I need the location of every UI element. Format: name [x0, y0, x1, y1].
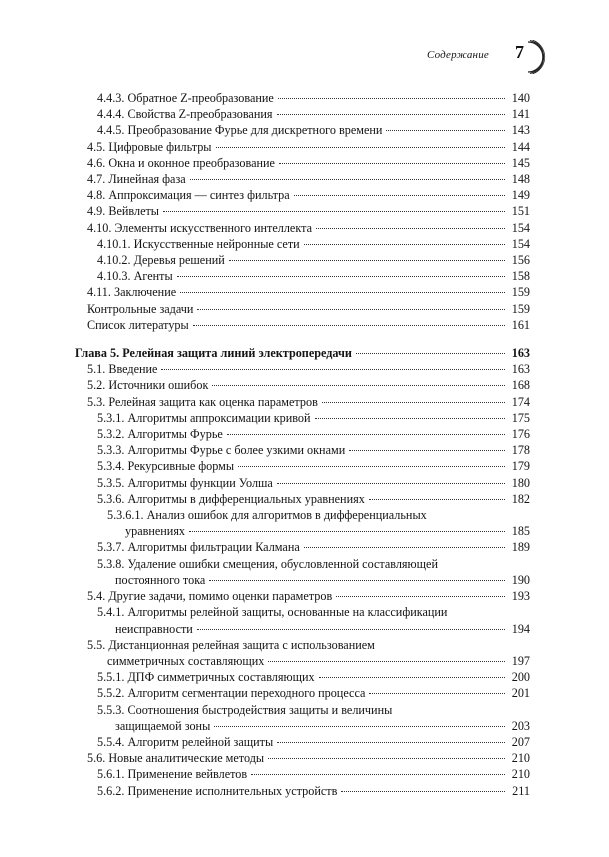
toc-entry[interactable] — [75, 442, 530, 458]
toc-entry[interactable] — [75, 556, 530, 588]
toc-entry-title: 4.4.3. Обратное Z-преобразование — [97, 91, 274, 105]
dot-leader — [369, 693, 505, 694]
dot-leader — [268, 758, 505, 759]
dot-leader — [227, 434, 505, 435]
toc-entry-title: Глава 5. Релейная защита линий электропередачи — [75, 346, 352, 361]
toc-entry-title: 5.3.1. Алгоритмы аппроксимации кривой — [97, 410, 311, 425]
toc-entry-page: 185 — [511, 524, 530, 539]
toc-entry-title: 4.10.3. Агенты — [97, 269, 173, 284]
dot-leader — [322, 402, 505, 403]
toc-entry-title: 4.10. Элементы искусственного интеллекта — [87, 220, 312, 235]
dot-leader — [161, 369, 505, 370]
dot-leader — [356, 353, 505, 354]
toc-entry-page: 161 — [511, 317, 530, 332]
toc-entry-title-line: 5.3.6.1. Анализ ошибок для алгоритмов в дифференциальных — [107, 508, 427, 523]
toc-entry-title: 4.4.4. Свойства Z-преобразования — [97, 107, 273, 122]
toc-entry-title: 5.4. Другие задачи, помимо оценки параметров — [87, 589, 333, 604]
toc-entry-title — [97, 556, 530, 588]
dot-leader — [277, 114, 506, 115]
toc-entry-page: 140 — [511, 91, 530, 105]
toc-entry[interactable] — [75, 458, 530, 474]
toc-entry-page: 210 — [511, 767, 530, 782]
toc-entry-page: 156 — [511, 253, 530, 268]
toc-entry[interactable] — [75, 588, 530, 604]
toc-entry[interactable] — [75, 377, 530, 393]
toc-entry[interactable] — [75, 155, 530, 171]
toc-entry[interactable] — [75, 637, 530, 669]
dot-leader — [277, 483, 505, 484]
toc-entry[interactable] — [75, 187, 530, 203]
dot-leader — [336, 596, 505, 597]
dot-leader — [193, 325, 505, 326]
toc-entry-page: 207 — [511, 734, 530, 749]
toc-entry-page: 149 — [511, 188, 530, 203]
dot-leader — [209, 580, 505, 581]
toc-entry-title-continuation: симметричных составляющих — [107, 653, 265, 668]
dot-leader — [294, 195, 505, 196]
table-of-contents — [75, 90, 530, 799]
toc-entry[interactable] — [75, 539, 530, 555]
toc-entry-title-continuation: защищаемой зоны — [115, 718, 211, 733]
dot-leader — [189, 531, 505, 532]
toc-entry-title: 5.3. Релейная защита как оценка параметров — [87, 394, 318, 409]
toc-entry-title: 5.3.3. Алгоритмы Фурье с более узкими окнами — [97, 443, 346, 458]
toc-entry-title: 4.11. Заключение — [87, 285, 177, 300]
toc-entry[interactable] — [75, 394, 530, 410]
toc-entry[interactable] — [75, 426, 530, 442]
toc-entry-page: 211 — [512, 783, 530, 798]
dot-leader — [316, 228, 505, 229]
dot-leader — [163, 211, 505, 212]
toc-entry-title: 5.5.4. Алгоритм релейной защиты — [97, 734, 274, 749]
toc-entry[interactable] — [75, 106, 530, 122]
dot-leader — [190, 179, 505, 180]
toc-entry-page: 151 — [511, 204, 530, 219]
toc-entry-page: 176 — [511, 427, 530, 442]
toc-entry-title: Список литературы — [87, 317, 189, 332]
toc-entry[interactable] — [75, 734, 530, 750]
toc-entry[interactable] — [75, 139, 530, 155]
toc-entry-page: 159 — [511, 301, 530, 316]
dot-leader — [319, 677, 505, 678]
toc-entry-title: 4.8. Аппроксимация — синтез фильтра — [87, 188, 290, 203]
toc-entry-page: 203 — [511, 718, 530, 733]
toc-entry-page: 163 — [511, 362, 530, 377]
toc-entry[interactable] — [75, 750, 530, 766]
toc-entry-title-continuation: постоянного тока — [115, 572, 206, 587]
toc-entry[interactable] — [75, 766, 530, 782]
toc-entry-title: 4.9. Вейвлеты — [87, 204, 159, 219]
toc-entry-title: 4.10.2. Деревья решений — [97, 253, 225, 268]
toc-entry-page: 145 — [511, 155, 530, 170]
toc-entry-page: 193 — [511, 589, 530, 604]
toc-entry[interactable] — [75, 491, 530, 507]
dot-leader — [177, 276, 505, 277]
page-number: 7 — [515, 42, 524, 62]
section-gap — [75, 333, 530, 345]
toc-entry-page: 200 — [511, 670, 530, 685]
toc-entry-page: 144 — [511, 139, 530, 154]
toc-entry-page: 190 — [511, 572, 530, 587]
dot-leader — [315, 418, 505, 419]
toc-entry-title-line: 5.4.1. Алгоритмы релейной защиты, основанные на классификации — [97, 605, 448, 620]
toc-entry[interactable] — [75, 604, 530, 636]
dot-leader — [279, 163, 505, 164]
dot-leader — [304, 244, 505, 245]
toc-entry-page: 154 — [511, 236, 530, 251]
toc-entry-title: 5.3.6. Алгоритмы в дифференциальных уравнениях — [97, 491, 365, 506]
dot-leader — [197, 629, 505, 630]
toc-entry[interactable] — [75, 361, 530, 377]
toc-entry[interactable] — [75, 345, 530, 361]
running-header-title: Содержание — [426, 49, 489, 61]
toc-entry[interactable] — [75, 220, 530, 236]
toc-entry-title: 5.1. Введение — [87, 362, 158, 377]
toc-entry-title: 5.6.1. Применение вейвлетов — [97, 767, 248, 782]
toc-entry[interactable] — [75, 122, 530, 138]
toc-entry-page: 158 — [511, 269, 530, 284]
toc-entry-title: 4.6. Окна и оконное преобразование — [87, 155, 275, 170]
toc-entry-page: 197 — [511, 653, 530, 668]
toc-entry-title-continuation: уравнениях — [125, 524, 186, 539]
toc-entry-title-line: 5.5. Дистанционная релейная защита с использованием — [87, 637, 375, 652]
toc-entry-title: 5.5.1. ДПФ симметричных составляющих — [97, 670, 315, 685]
dot-leader — [180, 292, 505, 293]
dot-leader — [369, 499, 505, 500]
dot-leader — [238, 466, 505, 467]
toc-entry[interactable] — [75, 685, 530, 701]
toc-entry-title: 5.3.7. Алгоритмы фильтрации Калмана — [97, 540, 300, 555]
toc-entry-page: 178 — [511, 443, 530, 458]
toc-entry[interactable] — [75, 783, 530, 799]
toc-entry-title — [107, 507, 530, 539]
toc-entry-page: 141 — [511, 107, 530, 122]
toc-entry-page: 154 — [511, 220, 530, 235]
dot-leader — [268, 661, 505, 662]
toc-entry[interactable] — [75, 669, 530, 685]
toc-entry[interactable] — [75, 410, 530, 426]
toc-entry[interactable] — [75, 284, 530, 300]
toc-entry[interactable] — [75, 268, 530, 284]
toc-entry-title: 5.5.2. Алгоритм сегментации переходного процесса — [97, 686, 366, 701]
toc-entry-page: 189 — [511, 540, 530, 555]
decorative-arcs-icon — [508, 40, 548, 74]
toc-entry[interactable] — [75, 317, 530, 333]
toc-entry-page: 210 — [511, 751, 530, 766]
toc-entry-page: 179 — [511, 459, 530, 474]
toc-entry-title — [97, 604, 530, 636]
toc-entry-title — [97, 702, 530, 734]
dot-leader — [216, 147, 506, 148]
toc-entry-title: 5.3.2. Алгоритмы Фурье — [97, 427, 223, 442]
toc-entry[interactable] — [75, 90, 530, 106]
toc-entry-title-line: 5.5.3. Соотношения быстродействия защиты и величины — [97, 702, 393, 717]
toc-entry[interactable] — [75, 171, 530, 187]
toc-entry-page: 168 — [511, 378, 530, 393]
toc-entry[interactable] — [75, 236, 530, 252]
toc-entry-page: 194 — [511, 621, 530, 636]
dot-leader — [251, 774, 505, 775]
dot-leader — [277, 742, 505, 743]
dot-leader — [229, 260, 505, 261]
dot-leader — [212, 385, 505, 386]
toc-entry-title: 5.3.5. Алгоритмы функции Уолша — [97, 475, 273, 490]
toc-entry[interactable] — [75, 301, 530, 317]
page-header — [0, 40, 609, 74]
toc-entry-page: 163 — [511, 346, 530, 361]
toc-entry-page: 175 — [511, 410, 530, 425]
toc-entry[interactable] — [75, 475, 530, 491]
toc-entry-title: 5.2. Источники ошибок — [87, 378, 209, 393]
dot-leader — [349, 450, 505, 451]
toc-entry-page: 174 — [511, 394, 530, 409]
toc-entry-page: 201 — [511, 686, 530, 701]
dot-leader — [214, 726, 505, 727]
dot-leader — [304, 547, 505, 548]
toc-entry[interactable] — [75, 702, 530, 734]
toc-entry-title: Контрольные задачи — [87, 301, 194, 316]
toc-entry-page: 159 — [511, 285, 530, 300]
toc-entry-page: 180 — [511, 475, 530, 490]
toc-entry-title: 4.7. Линейная фаза — [87, 172, 186, 187]
toc-entry-title-continuation: неисправности — [115, 621, 193, 636]
dot-leader — [278, 98, 505, 99]
toc-entry-title: 5.6.2. Применение исполнительных устройств — [97, 783, 338, 798]
toc-entry-page: 143 — [511, 123, 530, 138]
toc-entry-title: 5.6. Новые аналитические методы — [87, 751, 265, 766]
toc-entry[interactable] — [75, 203, 530, 219]
toc-entry-page: 148 — [511, 172, 530, 187]
toc-entry[interactable] — [75, 507, 530, 539]
toc-entry-title: 4.5. Цифровые фильтры — [87, 139, 212, 154]
dot-leader — [341, 791, 505, 792]
toc-entry-title: 4.10.1. Искусственные нейронные сети — [97, 236, 300, 251]
dot-leader — [386, 130, 505, 131]
dot-leader — [197, 309, 505, 310]
toc-entry-title — [87, 637, 530, 669]
toc-entry-title: 4.4.5. Преобразование Фурье для дискретного времени — [97, 123, 383, 138]
toc-entry-title-line: 5.3.8. Удаление ошибки смещения, обусловленной составляющей — [97, 556, 438, 571]
toc-entry-title: 5.3.4. Рекурсивные формы — [97, 459, 235, 474]
toc-entry-page: 182 — [511, 491, 530, 506]
toc-entry[interactable] — [75, 252, 530, 268]
